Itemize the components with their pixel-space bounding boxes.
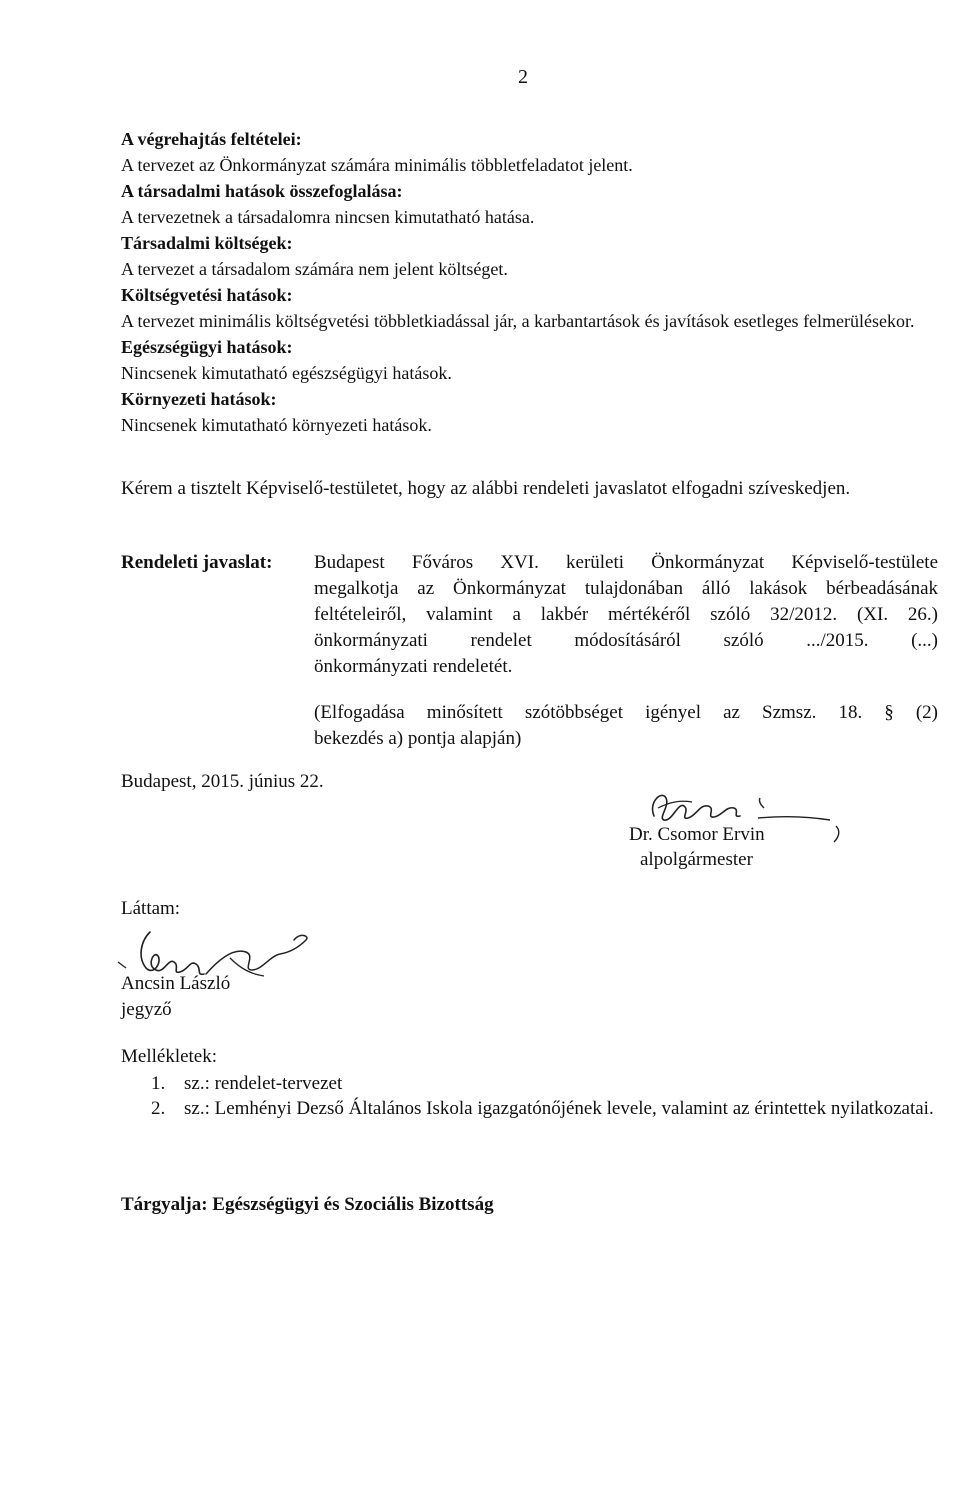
section-heading-budget: Költségvetési hatások:	[121, 285, 293, 305]
section-heading-environment: Környezeti hatások:	[121, 389, 277, 409]
section-heading-implementation: A végrehajtás feltételei:	[121, 129, 302, 149]
list-item	[121, 1096, 939, 1121]
request-paragraph: Kérem a tisztelt Képviselő-testületet, hogy az alábbi rendeleti javaslatot elfogadni szíveskedjen.	[121, 478, 851, 499]
attachment-number: 2.	[151, 1098, 166, 1119]
seen-label: Láttam:	[121, 898, 181, 919]
section-body-implementation: A tervezet az Önkormányzat számára minimális többletfeladatot jelent.	[121, 155, 633, 175]
notary-title: jegyző	[121, 999, 172, 1020]
section-heading-health: Egészségügyi hatások:	[121, 337, 293, 357]
discussed-by: Tárgyalja: Egészségügyi és Szociális Bizottság	[121, 1194, 494, 1215]
resolution-label: Rendeleti javaslat:	[121, 552, 273, 573]
list-item	[121, 1071, 939, 1096]
attachment-text: sz.: Lemhényi Dezső Általános Iskola igazgatónőjének levele, valamint az érintettek nyilatkozatai.	[184, 1098, 934, 1119]
section-body-budget: A tervezet minimális költségvetési többletkiadással jár, a karbantartások és javítások esetleges felmerülésekor.	[121, 311, 915, 331]
signer-name: Dr. Csomor Ervin	[629, 824, 765, 845]
resolution-line: megalkotja az Önkormányzat tulajdonában álló lakások bérbeadásának	[314, 578, 938, 599]
resolution-line: önkormányzati rendelet módosításáról szóló .../2015. (...)	[314, 630, 938, 651]
attachments-label: Mellékletek:	[121, 1046, 218, 1067]
notary-name: Ancsin László	[121, 973, 231, 994]
attachments-list	[121, 1071, 939, 1121]
section-body-social-summary: A tervezetnek a társadalomra nincsen kimutatható hatása.	[121, 207, 535, 227]
resolution-text	[314, 550, 938, 680]
date-line: Budapest, 2015. június 22.	[121, 771, 324, 792]
section-heading-social-summary: A társadalmi hatások összefoglalása:	[121, 181, 403, 201]
attachment-text: sz.: rendelet-tervezet	[184, 1073, 343, 1094]
page-number: 2	[518, 66, 528, 88]
section-heading-social-costs: Társadalmi költségek:	[121, 233, 293, 253]
resolution-line: feltételeiről, valamint a lakbér mértékéről szóló 32/2012. (XI. 26.)	[314, 604, 938, 625]
resolution-line: önkormányzati rendeletét.	[314, 656, 513, 677]
attachment-number: 1.	[151, 1073, 166, 1094]
resolution-note-line: (Elfogadása minősített szótöbbséget igényel az Szmsz. 18. § (2)	[314, 702, 938, 723]
impact-sections	[121, 126, 939, 438]
section-body-environment: Nincsenek kimutatható környezeti hatások.	[121, 415, 432, 435]
section-body-social-costs: A tervezet a társadalom számára nem jelent költséget.	[121, 259, 508, 279]
signer-title: alpolgármester	[640, 849, 753, 870]
resolution-note-line: bekezdés a) pontja alapján)	[314, 728, 522, 749]
resolution-note	[314, 700, 938, 752]
section-body-health: Nincsenek kimutatható egészségügyi hatások.	[121, 363, 452, 383]
resolution-line: Budapest Főváros XVI. kerületi Önkormányzat Képviselő-testülete	[314, 552, 938, 573]
